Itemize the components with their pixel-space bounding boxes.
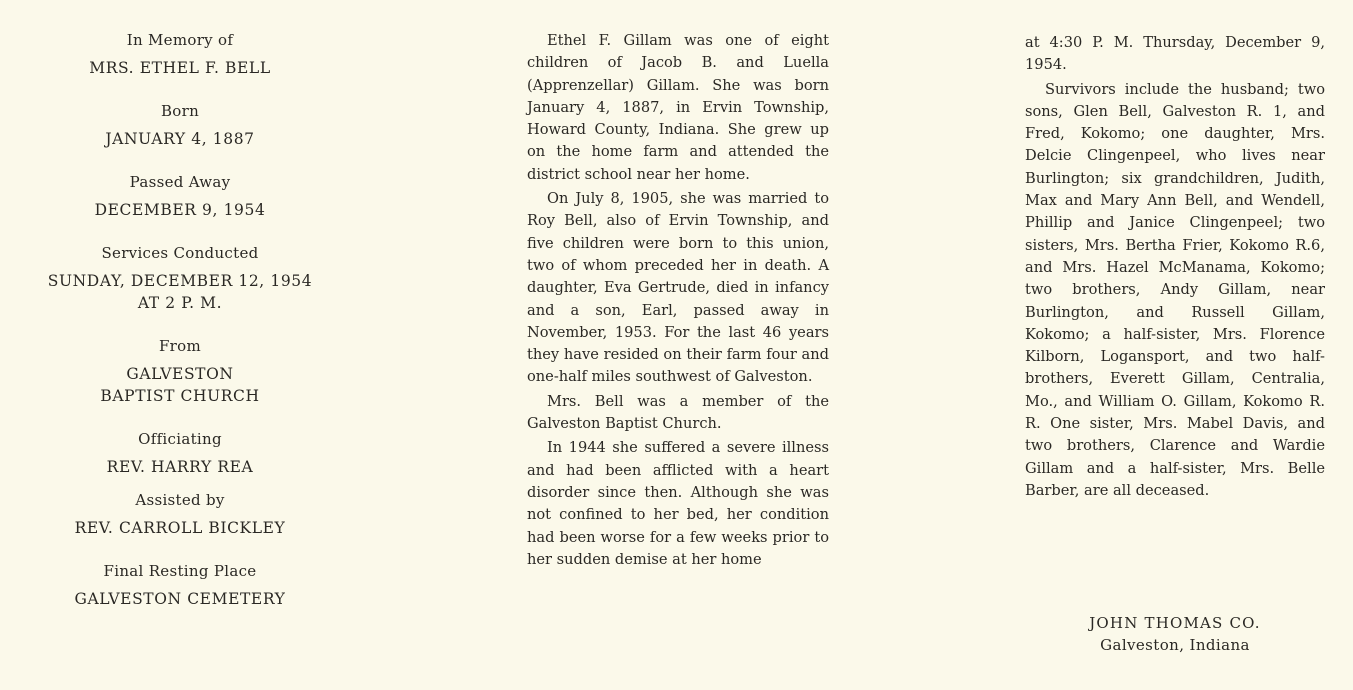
obituary-paragraph: On July 8, 1905, she was married to Roy Bell, also of Ervin Township, and five children were born to this union, two of whom preceded her in death. A daughter, Eva Gertrude, died in infancy and a son, Earl, passed away in November, 1953. For the last 46 years they have resided on their farm four and one-half miles southwest of Galveston. [527,190,829,386]
cemetery-name: GALVESTON CEMETERY [74,590,286,608]
memory-label: In Memory of [126,31,234,49]
services-date: SUNDAY, DECEMBER 12, 1954 [47,272,313,290]
passed-away-date: DECEMBER 9, 1954 [94,201,266,219]
obituary-continuation: at 4:30 P. M. Thursday, December 9, 1954. [1025,34,1325,74]
born-date: JANUARY 4, 1887 [105,130,255,148]
services-label: Services Conducted [101,244,259,262]
passed-away-label: Passed Away [129,173,231,191]
church-name-line2: BAPTIST CHURCH [100,387,260,405]
funeral-home-name: JOHN THOMAS CO. [1089,614,1261,632]
church-name-line1: GALVESTON [126,365,234,383]
obituary-column-2 [1025,32,1325,502]
deceased-name: MRS. ETHEL F. BELL [89,59,271,77]
obituary-paragraph: Mrs. Bell was a member of the Galveston Baptist Church. [527,392,829,433]
resting-place-label: Final Resting Place [103,562,257,580]
assisted-label: Assisted by [135,491,225,509]
obituary-column-1 [527,30,829,571]
from-label: From [158,337,202,355]
obituary-paragraph: Ethel F. Gillam was one of eight children of Jacob B. and Luella (Apprenzellar) Gillam. She was born January 4, 1887, in Ervin Township, Howard County, Indiana. She grew up on the home farm and attended the district school near her home. [527,32,829,183]
assistant-name: REV. CARROLL BICKLEY [74,519,286,537]
obituary-paragraph: In 1944 she suffered a severe illness and had been afflicted with a heart disorder since then. Although she was not confined to her bed, her condition had been worse for a few weeks prior to her sudden demise at her home [527,439,829,568]
services-time: AT 2 P. M. [137,294,223,312]
funeral-home-location: Galveston, Indiana [1100,636,1250,654]
officiant-name: REV. HARRY REA [106,458,254,476]
service-details-column [0,30,360,610]
survivors-paragraph: Survivors include the husband; two sons, Glen Bell, Galveston R. 1, and Fred, Kokomo; one daughter, Mrs. Delcie Clingenpeel, who lives near Burlington; six grandchildren, Judith, Max and Mary Ann Bell, and Wendell, Phillip and Janice Clingenpeel; two sisters, Mrs. Bertha Frier, Kokomo R.6, and Mrs. Hazel McManama, Kokomo; two brothers, Andy Gillam, near Burlington, and Russell Gillam, Kokomo; a half-sister, Mrs. Florence Kilborn, Logansport, and two half-brothers, Everett Gillam, Centralia, Mo., and William O. Gillam, Kokomo R. R. One sister, Mrs. Mabel Davis, and two brothers, Clarence and Wardie Gillam and a half-sister, Mrs. Belle Barber, are all deceased. [1025,80,1325,499]
funeral-home-footer [1025,612,1325,656]
officiating-label: Officiating [138,430,222,448]
born-label: Born [160,102,200,120]
